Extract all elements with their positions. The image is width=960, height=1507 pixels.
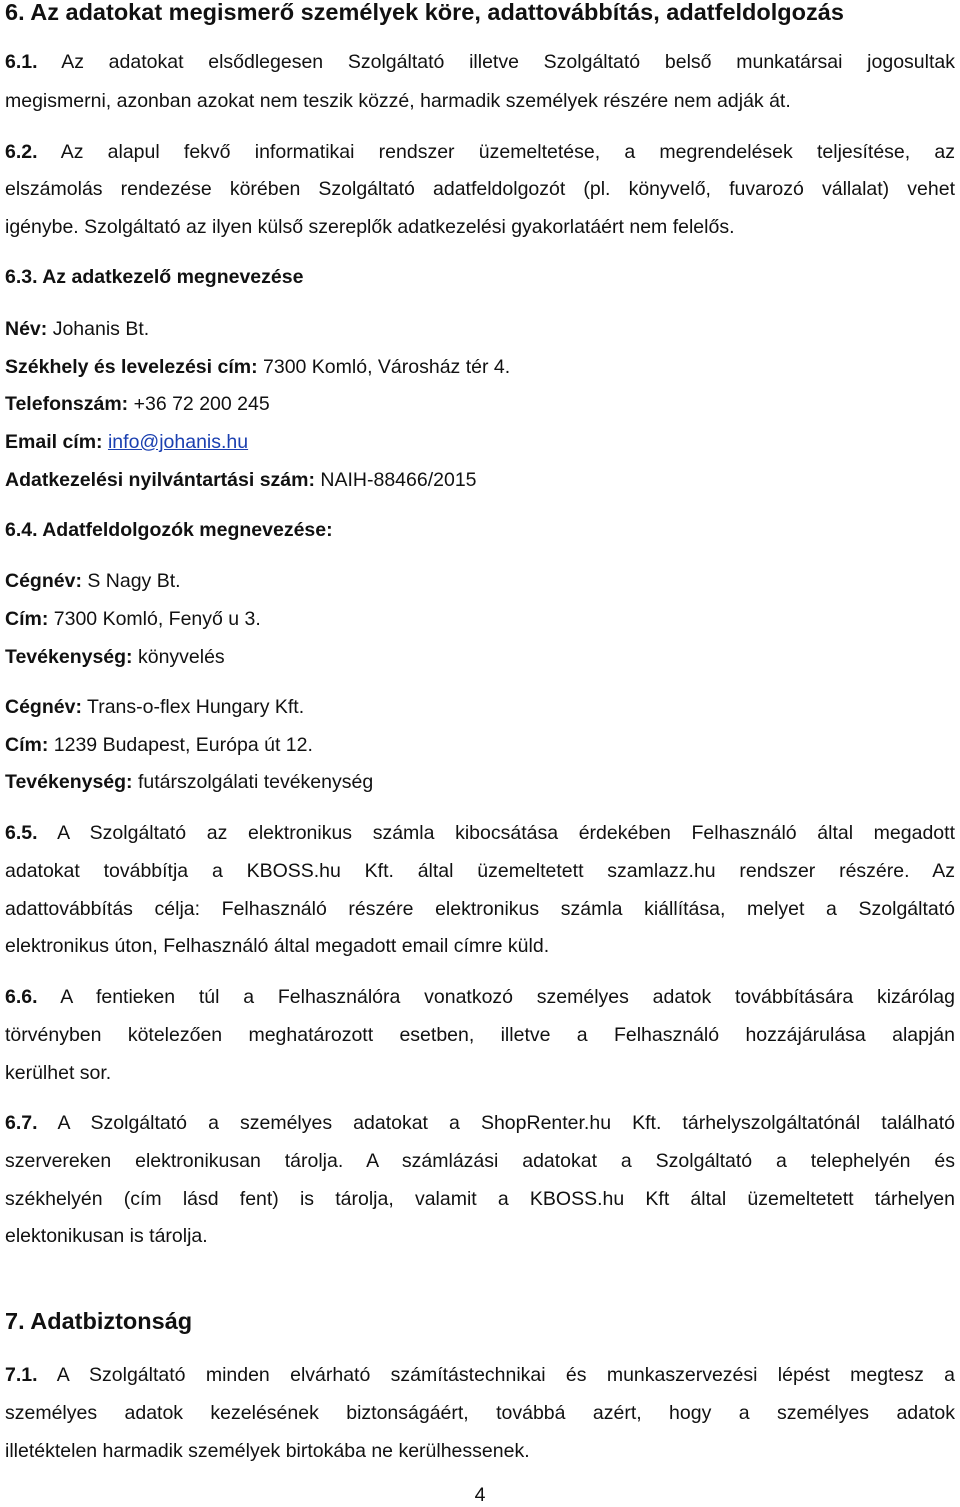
- field-value: könyvelés: [137, 646, 225, 668]
- processor-2-activity: [5, 770, 373, 794]
- controller-email: [5, 430, 248, 454]
- paragraph-6-2-line-1: [5, 140, 955, 164]
- paragraph-text: A fentieken túl a Felhasználóra vonatkozó személyes adatok továbbítására kizárólag: [60, 986, 955, 1008]
- field-value: futárszolgálati tevékenység: [137, 771, 374, 793]
- section-6-title: 6. Az adatokat megismerő személyek köre, adattovábbítás, adatfeldolgozás: [5, 0, 844, 25]
- paragraph-6-2-line-3: igénybe. Szolgáltató az ilyen külső szereplők adatkezelési gyakorlatáért nem felelős.: [5, 216, 735, 238]
- field-value: 1239 Budapest, Európa út 12.: [53, 734, 313, 756]
- field-label: Tevékenység:: [5, 646, 133, 668]
- field-label: Telefonszám:: [5, 393, 129, 415]
- controller-registration-number: [5, 468, 477, 492]
- field-value: 7300 Komló, Fenyő u 3.: [53, 608, 261, 630]
- paragraph-6-5-line-1: [5, 821, 955, 845]
- field-value: Johanis Bt.: [52, 318, 150, 340]
- paragraph-6-6-line-1: [5, 985, 955, 1009]
- paragraph-6-5-line-4: elektronikus úton, Felhasználó által megadott email címre küld.: [5, 935, 550, 957]
- section-7-title: 7. Adatbiztonság: [5, 1308, 193, 1334]
- paragraph-6-7-line-2: szervereken elektronikusan tárolja. A számlázási adatokat a Szolgáltató a telephelyén és: [5, 1150, 955, 1172]
- paragraph-6-1-line-1: [5, 50, 955, 74]
- processor-1-company: [5, 569, 181, 593]
- field-value: +36 72 200 245: [133, 393, 270, 415]
- email-link[interactable]: info@johanis.hu: [107, 431, 249, 453]
- paragraph-number: 6.2.: [5, 141, 38, 163]
- paragraph-number: 6.5.: [5, 822, 38, 844]
- field-label: Cégnév:: [5, 696, 82, 718]
- paragraph-text: Az adatokat elsődlegesen Szolgáltató illetve Szolgáltató belső munkatársai jogosultak: [61, 51, 955, 73]
- field-label: Cím:: [5, 734, 49, 756]
- section-6-4-heading: 6.4. Adatfeldolgozók megnevezése:: [5, 519, 333, 541]
- processor-1-address: [5, 607, 261, 631]
- paragraph-number: 7.1.: [5, 1364, 38, 1386]
- paragraph-text: A Szolgáltató a személyes adatokat a ShopRenter.hu Kft. tárhelyszolgáltatónál található: [57, 1112, 955, 1134]
- processor-2-company: [5, 695, 304, 719]
- paragraph-text: A Szolgáltató az elektronikus számla kibocsátása érdekében Felhasználó által megadott: [57, 822, 955, 844]
- section-6-3-heading: 6.3. Az adatkezelő megnevezése: [5, 266, 304, 288]
- field-value: NAIH-88466/2015: [320, 469, 477, 491]
- field-label: Adatkezelési nyilvántartási szám:: [5, 469, 315, 491]
- field-label: Email cím:: [5, 431, 103, 453]
- paragraph-text: Az alapul fekvő informatikai rendszer üzemeltetése, a megrendelések teljesítése, az: [60, 141, 956, 163]
- paragraph-number: 6.7.: [5, 1112, 38, 1134]
- processor-1-activity: [5, 645, 225, 669]
- paragraph-6-7-line-1: [5, 1111, 955, 1135]
- field-label: Tevékenység:: [5, 771, 133, 793]
- paragraph-number: 6.6.: [5, 986, 38, 1008]
- page-number: 4: [474, 1484, 486, 1506]
- processor-2-address: [5, 733, 313, 757]
- field-value: Trans-o-flex Hungary Kft.: [87, 696, 305, 718]
- paragraph-text: A Szolgáltató minden elvárható számítástechnikai és munkaszervezési lépést megtesz a: [56, 1364, 956, 1386]
- paragraph-6-7-line-3: székhelyén (cím lásd fent) is tárolja, valamit a KBOSS.hu Kft által üzemeltetett tárhelyen: [5, 1188, 955, 1210]
- paragraph-6-7-line-4: elektonikusan is tárolja.: [5, 1225, 208, 1247]
- field-value: 7300 Komló, Városház tér 4.: [263, 356, 511, 378]
- paragraph-number: 6.1.: [5, 51, 38, 73]
- paragraph-7-1-line-3: illetéktelen harmadik személyek birtokába ne kerülhessenek.: [5, 1440, 530, 1462]
- field-label: Cégnév:: [5, 570, 82, 592]
- paragraph-6-5-line-2: adatokat továbbítja a KBOSS.hu Kft. által üzemeltetett szamlazz.hu rendszer részére. Az: [5, 860, 955, 882]
- field-label: Név:: [5, 318, 48, 340]
- paragraph-6-6-line-3: kerülhet sor.: [5, 1062, 112, 1084]
- field-label: Cím:: [5, 608, 49, 630]
- paragraph-7-1-line-1: [5, 1363, 955, 1387]
- paragraph-6-1-line-2: megismerni, azonban azokat nem teszik közzé, harmadik személyek részére nem adják át.: [5, 90, 791, 112]
- paragraph-6-2-line-2: elszámolás rendezése körében Szolgáltató adatfeldolgozót (pl. könyvelő, fuvarozó vállalat) vehet: [5, 178, 955, 200]
- field-label: Székhely és levelezési cím:: [5, 356, 258, 378]
- paragraph-6-5-line-3: adattovábbítás célja: Felhasználó részére elektronikus számla kiállítása, melyet a Szolgáltató: [5, 898, 955, 920]
- controller-name: [5, 317, 149, 341]
- controller-phone: [5, 392, 270, 416]
- controller-address: [5, 355, 510, 379]
- paragraph-7-1-line-2: személyes adatok kezelésének biztonságáért, továbbá azért, hogy a személyes adatok: [5, 1402, 955, 1424]
- field-value: S Nagy Bt.: [87, 570, 181, 592]
- paragraph-6-6-line-2: törvényben kötelezően meghatározott esetben, illetve a Felhasználó hozzájárulása alapján: [5, 1024, 955, 1046]
